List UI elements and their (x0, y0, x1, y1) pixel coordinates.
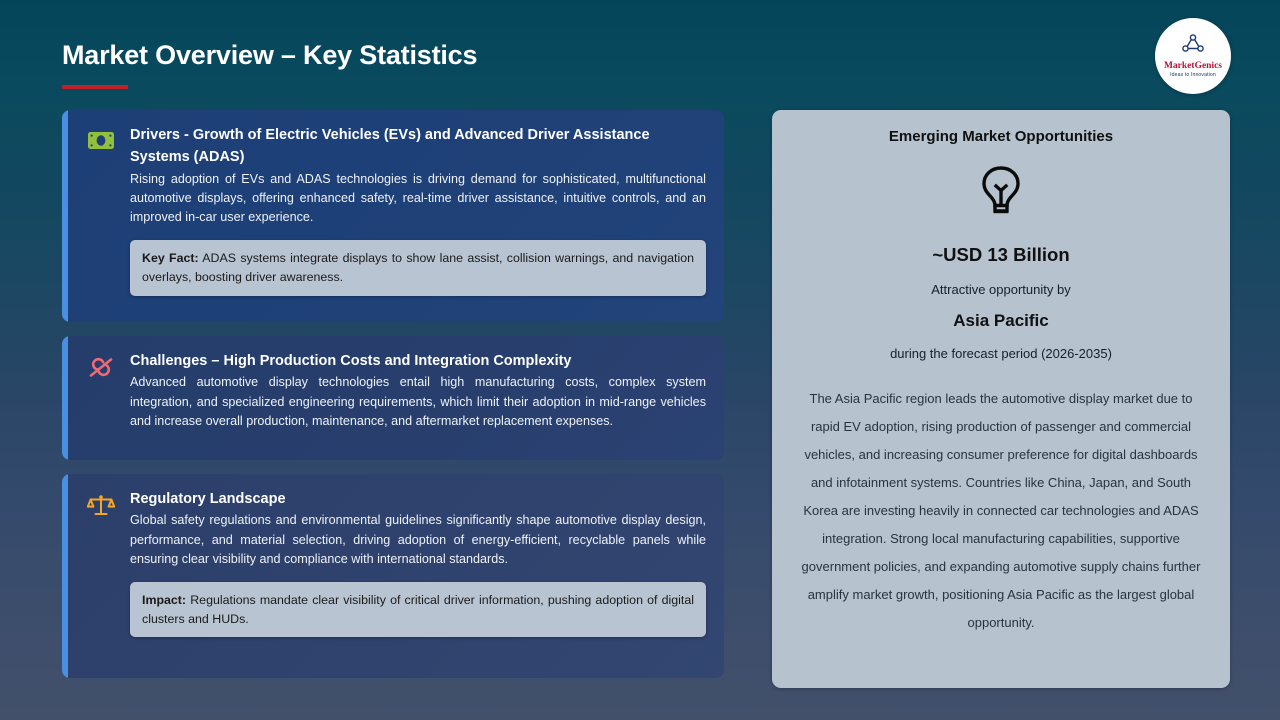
card-description: Rising adoption of EVs and ADAS technologies is driving demand for sophisticated, multifunctional automotive displays, offering enhanced safety, real-time driver assistance, intuitive controls, and an improved in-car user experience. (130, 171, 706, 225)
card-description: Advanced automotive display technologies entail high manufacturing costs, complex system integration, and specialized engineering requirements, which limit their adoption in mid-range vehicles and increase overall production, maintenance, and aftermarket replacement expenses. (130, 375, 706, 428)
statistics-card-list (62, 110, 724, 692)
network-nodes-icon (1181, 34, 1205, 61)
card-title: Drivers - Growth of Electric Vehicles (EVs) and Advanced Driver Assistance Systems (ADAS) (130, 127, 650, 166)
callout-text: ADAS systems integrate displays to show lane assist, collision warnings, and navigation overlays, boosting driver awareness. (142, 251, 694, 284)
page-title: Market Overview – Key Statistics (62, 40, 478, 70)
title-underline-rule (62, 85, 128, 89)
card-header (86, 124, 706, 227)
brand-logo (1155, 18, 1231, 94)
balance-scales-icon (86, 490, 116, 520)
forecast-period: during the forecast period (2026-2035) (890, 346, 1112, 361)
panel-title: Emerging Market Opportunities (888, 128, 1114, 145)
opportunity-subtitle: Attractive opportunity by (931, 282, 1071, 297)
impact-callout (130, 582, 706, 637)
card-challenges (62, 336, 724, 460)
emerging-opportunities-panel (772, 110, 1230, 688)
callout-text: Regulations mandate clear visibility of critical driver information, pushing adoption of digital clusters and HUDs. (142, 592, 694, 626)
logo-tagline: Ideas to Innovation (1170, 71, 1216, 78)
opportunity-value: ~USD 13 Billion (932, 244, 1070, 265)
card-drivers (62, 110, 724, 322)
card-title: Challenges – High Production Costs and Integration Complexity (130, 353, 572, 369)
card-regulatory-landscape (62, 474, 724, 678)
broken-link-icon (86, 352, 116, 382)
card-description: Global safety regulations and environmental guidelines significantly shape automotive display design, performance, and material selection, driving adoption of energy-efficient, recyclable panels while ensuring clear visibility and compliance with international standards. (130, 513, 706, 566)
money-banknote-icon (86, 126, 116, 156)
opportunity-region: Asia Pacific (953, 311, 1049, 330)
card-title: Regulatory Landscape (130, 491, 286, 507)
key-fact-callout (130, 240, 706, 295)
card-header (86, 488, 706, 569)
card-header (86, 350, 706, 431)
callout-label: Impact: (142, 592, 187, 607)
lightbulb-icon (790, 164, 1212, 222)
callout-label: Key Fact: (142, 251, 199, 266)
panel-paragraph: The Asia Pacific region leads the automotive display market due to rapid EV adoption, rising production of passenger and commercial vehicles, and increasing consumer preference for digital dashboards and infotainment systems. Countries like China, Japan, and South Korea are investing heavily in connected car technologies and ADAS integration. Strong local manufacturing capabilities, supportive government policies, and expanding automotive supply chains further amplify market growth, positioning Asia Pacific as the largest global opportunity. (801, 391, 1201, 630)
logo-name: MarketGenics (1163, 60, 1223, 71)
